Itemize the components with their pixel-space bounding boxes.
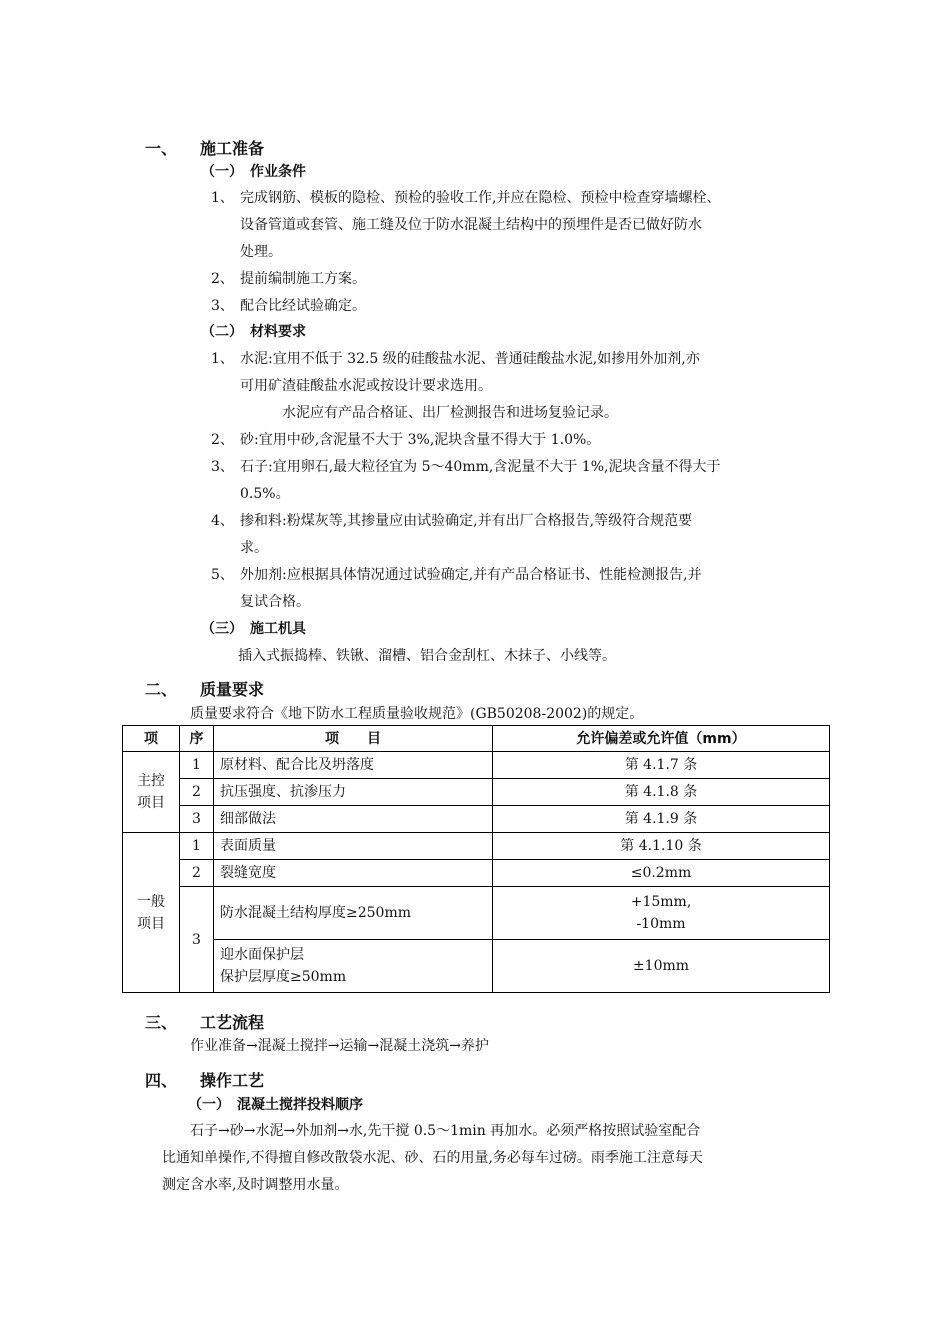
list-item-line: 配合比经试验确定。: [240, 298, 366, 314]
quality-table: [122, 725, 830, 993]
table-header-cell: 项 目: [214, 726, 493, 752]
subsection-1-1-title: 作业条件: [250, 164, 306, 180]
seq-cell: 3: [180, 806, 214, 833]
table-header-cell: 项: [123, 726, 180, 752]
list-item-number: 3、: [211, 298, 234, 314]
section-3-title: 工艺流程: [200, 1013, 265, 1032]
subsection-4-1-title: 混凝土搅拌投料顺序: [237, 1097, 363, 1113]
list-item-line: 掺和料:粉煤灰等,其掺量应由试验确定,并有出厂合格报告,等级符合规范要: [240, 513, 693, 529]
item-cell: 抗压强度、抗渗压力: [214, 779, 493, 806]
list-item-number: 2、: [211, 271, 234, 287]
item-line: 保护层厚度≥50mm: [220, 969, 347, 985]
section-2-number: 二、: [145, 680, 178, 699]
list-item-number: 1、: [211, 351, 234, 367]
value-cell: [493, 887, 830, 940]
list-item-line: 处理。: [240, 244, 282, 260]
subsection-1-2-title: 材料要求: [250, 324, 306, 340]
table-header-cell: 序: [180, 726, 214, 752]
table-row: [123, 806, 830, 833]
tools-text: 插入式振捣棒、铁锹、溜槽、铝合金刮杠、木抹子、小线等。: [238, 648, 616, 664]
value-line: -10mm: [636, 916, 686, 932]
list-item-line: 提前编制施工方案。: [240, 271, 366, 287]
section-2-title: 质量要求: [200, 680, 265, 699]
group-label-line: 项目: [137, 795, 165, 811]
item-cell: 表面质量: [214, 833, 493, 860]
item-cell: 细部做法: [214, 806, 493, 833]
list-item-line: 砂:宜用中砂,含泥量不大于 3%,泥块含量不得大于 1.0%。: [240, 432, 601, 448]
list-item-line: 外加剂:应根据具体情况通过试验确定,并有产品合格证书、性能检测报告,并: [240, 567, 702, 583]
list-item-number: 3、: [211, 459, 234, 475]
paragraph-line: 石子→砂→水泥→外加剂→水,先干搅 0.5～1min 再加水。必须严格按照试验室配合: [190, 1123, 701, 1139]
section-4-title: 操作工艺: [200, 1071, 265, 1090]
section-1-title: 施工准备: [200, 139, 265, 158]
list-item-line: 求。: [240, 540, 268, 556]
value-cell: 第 4.1.10 条: [493, 833, 830, 860]
list-item-line: 水泥:宜用不低于 32.5 级的硅酸盐水泥、普通硅酸盐水泥,如掺用外加剂,亦: [240, 351, 700, 367]
list-item-line: 0.5%。: [240, 486, 290, 502]
table-row: [123, 860, 830, 887]
table-row: [123, 887, 830, 940]
list-item-line: 水泥应有产品合格证、出厂检测报告和进场复验记录。: [282, 405, 618, 421]
section-1-number: 一、: [145, 139, 178, 158]
group-label-general: [123, 833, 180, 993]
group-label-line: 一般: [137, 893, 165, 910]
section-3-number: 三、: [145, 1013, 178, 1032]
subsection-1-1-number: （一）: [201, 164, 243, 180]
subsection-1-3-title: 施工机具: [250, 621, 306, 637]
seq-cell: 1: [180, 752, 214, 779]
subsection-1-2-number: （二）: [201, 324, 243, 340]
list-item-line: 设备管道或套管、施工缝及位于防水混凝土结构中的预埋件是否已做好防水: [240, 217, 702, 233]
list-item-number: 4、: [211, 513, 234, 529]
list-item-line: 可用矿渣硅酸盐水泥或按设计要求选用。: [240, 378, 492, 394]
seq-cell: 3: [180, 887, 214, 993]
table-row: [123, 940, 830, 993]
value-cell: 第 4.1.9 条: [493, 806, 830, 833]
list-item-number: 1、: [211, 190, 234, 206]
list-item-number: 2、: [211, 432, 234, 448]
group-label-line: 主控: [137, 773, 165, 789]
list-item-line: 石子:宜用卵石,最大粒径宜为 5～40mm,含泥量不大于 1%,泥块含量不得大于: [240, 459, 721, 475]
item-cell: [214, 940, 493, 993]
group-label-line: 项目: [137, 915, 165, 932]
table-row: [123, 833, 830, 860]
item-cell: 裂缝宽度: [214, 860, 493, 887]
subsection-1-3-number: （三）: [201, 621, 243, 637]
list-item-number: 5、: [211, 567, 234, 583]
item-cell: 原材料、配合比及坍落度: [214, 752, 493, 779]
item-cell: 防水混凝土结构厚度≥250mm: [214, 887, 493, 940]
value-line: +15mm,: [630, 894, 692, 910]
seq-cell: 1: [180, 833, 214, 860]
seq-cell: 2: [180, 779, 214, 806]
value-cell: ±10mm: [493, 940, 830, 993]
group-label-main-control: [123, 752, 180, 833]
list-item-line: 完成钢筋、模板的隐检、预检的验收工作,并应在隐检、预检中检查穿墙螺栓、: [240, 190, 721, 206]
subsection-4-1-number: （一）: [188, 1097, 230, 1113]
item-line: 迎水面保护层: [220, 947, 304, 963]
table-header-cell: 允许偏差或允许值（mm）: [493, 726, 830, 752]
table-row: [123, 752, 830, 779]
value-cell: 第 4.1.8 条: [493, 779, 830, 806]
table-header-row: [123, 726, 830, 752]
process-flow-text: 作业准备→混凝土搅拌→运输→混凝土浇筑→养护: [190, 1038, 489, 1054]
seq-cell: 2: [180, 860, 214, 887]
list-item-line: 复试合格。: [240, 594, 310, 610]
paragraph-line: 测定含水率,及时调整用水量。: [162, 1177, 349, 1193]
quality-intro: 质量要求符合《地下防水工程质量验收规范》(GB50208-2002)的规定。: [190, 706, 644, 722]
section-4-number: 四、: [145, 1071, 178, 1090]
paragraph-line: 比通知单操作,不得擅自修改散袋水泥、砂、石的用量,务必每车过磅。雨季施工注意每天: [162, 1150, 703, 1166]
value-cell: ≤0.2mm: [493, 860, 830, 887]
table-row: [123, 779, 830, 806]
value-cell: 第 4.1.7 条: [493, 752, 830, 779]
